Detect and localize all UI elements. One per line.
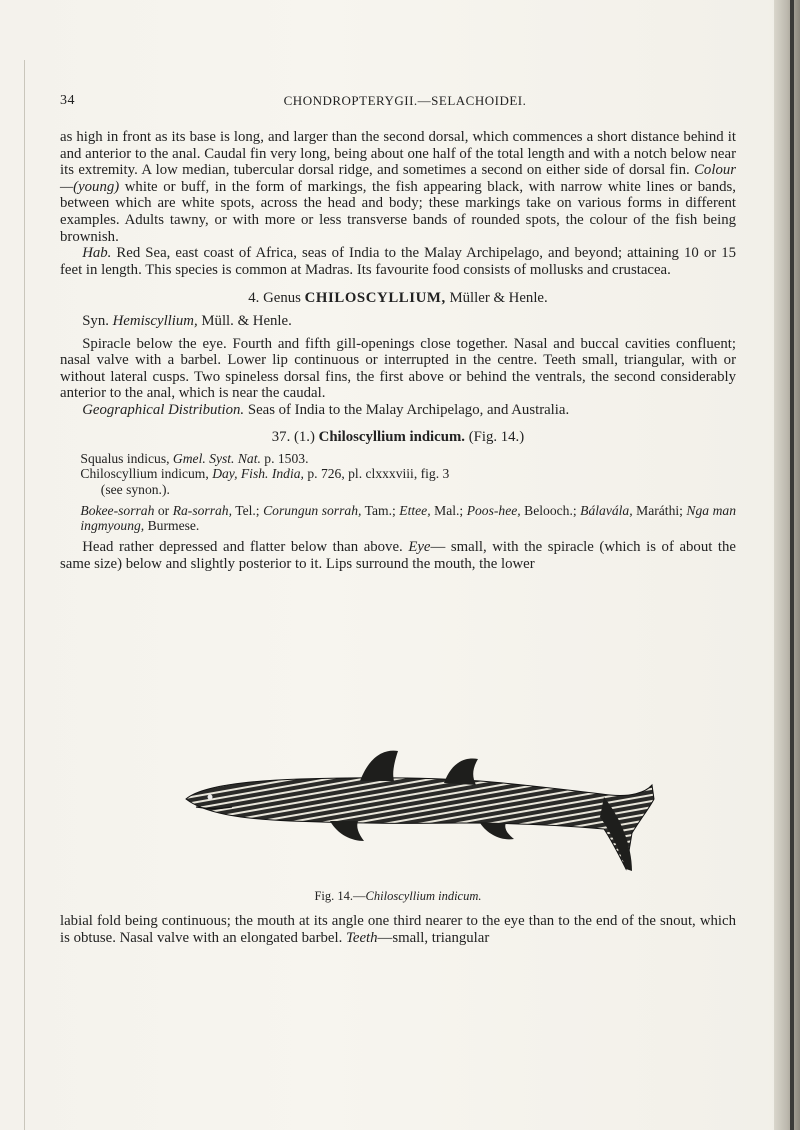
text-run: p. 726, pl. clxxxviii, fig. 3: [303, 466, 450, 482]
text-run: Maráthi;: [632, 502, 687, 518]
text-run: Chiloscyllium indicum,: [80, 466, 213, 482]
syn-authors: Müll. & Henle.: [197, 312, 292, 329]
figure-caption: [60, 889, 736, 904]
genus-description: Spiracle below the eye. Fourth and fifth gill-openings close together. Nasal and buccal cavities confluent; nasal valve with a barbel. Lower lip continuous or interrupted in the centre. Teeth small, triangular, with or without lateral cusps. Two spineless dorsal fins, the first above or behind the ventrals, the second considerably anterior to the anal, which is near the caudal.: [60, 335, 736, 402]
paragraph-description: [60, 129, 736, 245]
vernacular: Poos-hee,: [466, 502, 521, 518]
reference: Gmel. Syst. Nat.: [172, 451, 261, 467]
paragraph-habitat: [60, 245, 736, 278]
species-number: 37. (1.): [271, 428, 319, 445]
text-run: Burmese.: [144, 517, 200, 533]
distribution-text: Seas of India to the Malay Archipelago, and Australia.: [244, 401, 570, 418]
text-run: Mal.;: [430, 502, 464, 518]
text-run: —small, triangular: [377, 929, 490, 946]
species-description: [60, 539, 736, 572]
continued-text: [60, 913, 736, 946]
synonym-line: [60, 313, 736, 330]
text-run: — small, with the spiracle (which is of about the same size) below and slightly posterior to it. Lips surround the mouth, the lower: [60, 539, 736, 572]
genus-authors: Müller & Henle.: [445, 290, 548, 307]
running-head: CHONDROPTERYGII.—SELACHOIDEI.: [283, 93, 527, 108]
synonym-2-cont: (see synon.).: [100, 481, 170, 497]
genus-number: 4. Genus: [248, 290, 305, 307]
text-run: white or buff, in the form of markings, the fish appearing black, with narrow white lines or bands, between which are white spots, across the head and body; these markings take on various forms in different examples. Adults tawny, or with more or less transverse bands of rounded spots, the colour of the fish being brownish.: [60, 178, 736, 245]
vernacular: Corungun sorrah,: [263, 502, 362, 518]
vernacular: Ettee,: [399, 502, 431, 518]
colour-label: Colour—(young): [60, 162, 736, 195]
text-run: Head rather depressed and flatter below than above.: [82, 539, 409, 556]
synonymy: [60, 451, 736, 533]
synonym-1: [60, 451, 736, 466]
text-run: or: [154, 502, 173, 518]
vernacular: Bálavála,: [580, 502, 633, 518]
text-run: Squalus indicus,: [80, 451, 173, 467]
synonym-2: [60, 466, 736, 481]
genus-heading: [60, 290, 736, 307]
main-text: [60, 129, 736, 572]
caption-name: Chiloscyllium indicum.: [365, 889, 482, 903]
text-run: Tam.;: [361, 502, 400, 518]
gutter-line: [24, 60, 25, 1130]
page-edge: [774, 0, 800, 1130]
species-description-cont: [60, 913, 736, 946]
habitat-text: Red Sea, east coast of Africa, seas of India to the Malay Archipelago, and beyond; attaining 10 or 15 feet in length. This species is common at Madras. Its favourite food consists of mollusks and crustacea.: [60, 245, 736, 278]
vernacular: Bokee-sorrah: [80, 502, 155, 518]
shark-illustration: [180, 737, 660, 882]
syn-name: Hemiscyllium,: [112, 312, 198, 329]
text-run: Belooch.;: [520, 502, 581, 518]
eye-label: Eye: [408, 539, 431, 556]
text-run: as high in front as its base is long, and larger than the second dorsal, which commences a short distance behind it and anterior to the anal. Caudal fin very long, being about one half of the total length and with a notch below near its extremity. A low median, tubercular dorsal ridge, and sometimes a second on either side of dorsal fin.: [60, 129, 736, 179]
distribution: [60, 402, 736, 419]
habitat-label: Hab.: [82, 245, 112, 262]
teeth-label: Teeth: [346, 929, 378, 946]
page-number: 34: [60, 93, 75, 108]
distribution-label: Geographical Distribution.: [82, 401, 245, 418]
text-run: p. 1503.: [260, 451, 309, 467]
species-name: Chiloscyllium indicum.: [318, 428, 465, 445]
genus-name: CHILOSCYLLIUM,: [304, 290, 446, 307]
vernacular-names: [60, 503, 736, 533]
text-run: labial fold being continuous; the mouth at its angle one third nearer to the eye than to the end of the snout, which is obtuse. Nasal valve with an elongated barbel.: [60, 913, 736, 946]
running-header: [60, 91, 750, 113]
vernacular: Nga man ingmyoung,: [80, 502, 736, 533]
reference: Day, Fish. India,: [212, 466, 304, 482]
vernacular: Ra-sorrah,: [172, 502, 232, 518]
species-heading: [60, 429, 736, 446]
species-fig-ref: (Fig. 14.): [465, 428, 525, 445]
text-run: Tel.;: [232, 502, 264, 518]
caption-prefix: Fig. 14.—: [314, 889, 366, 903]
syn-label: Syn.: [82, 312, 113, 329]
